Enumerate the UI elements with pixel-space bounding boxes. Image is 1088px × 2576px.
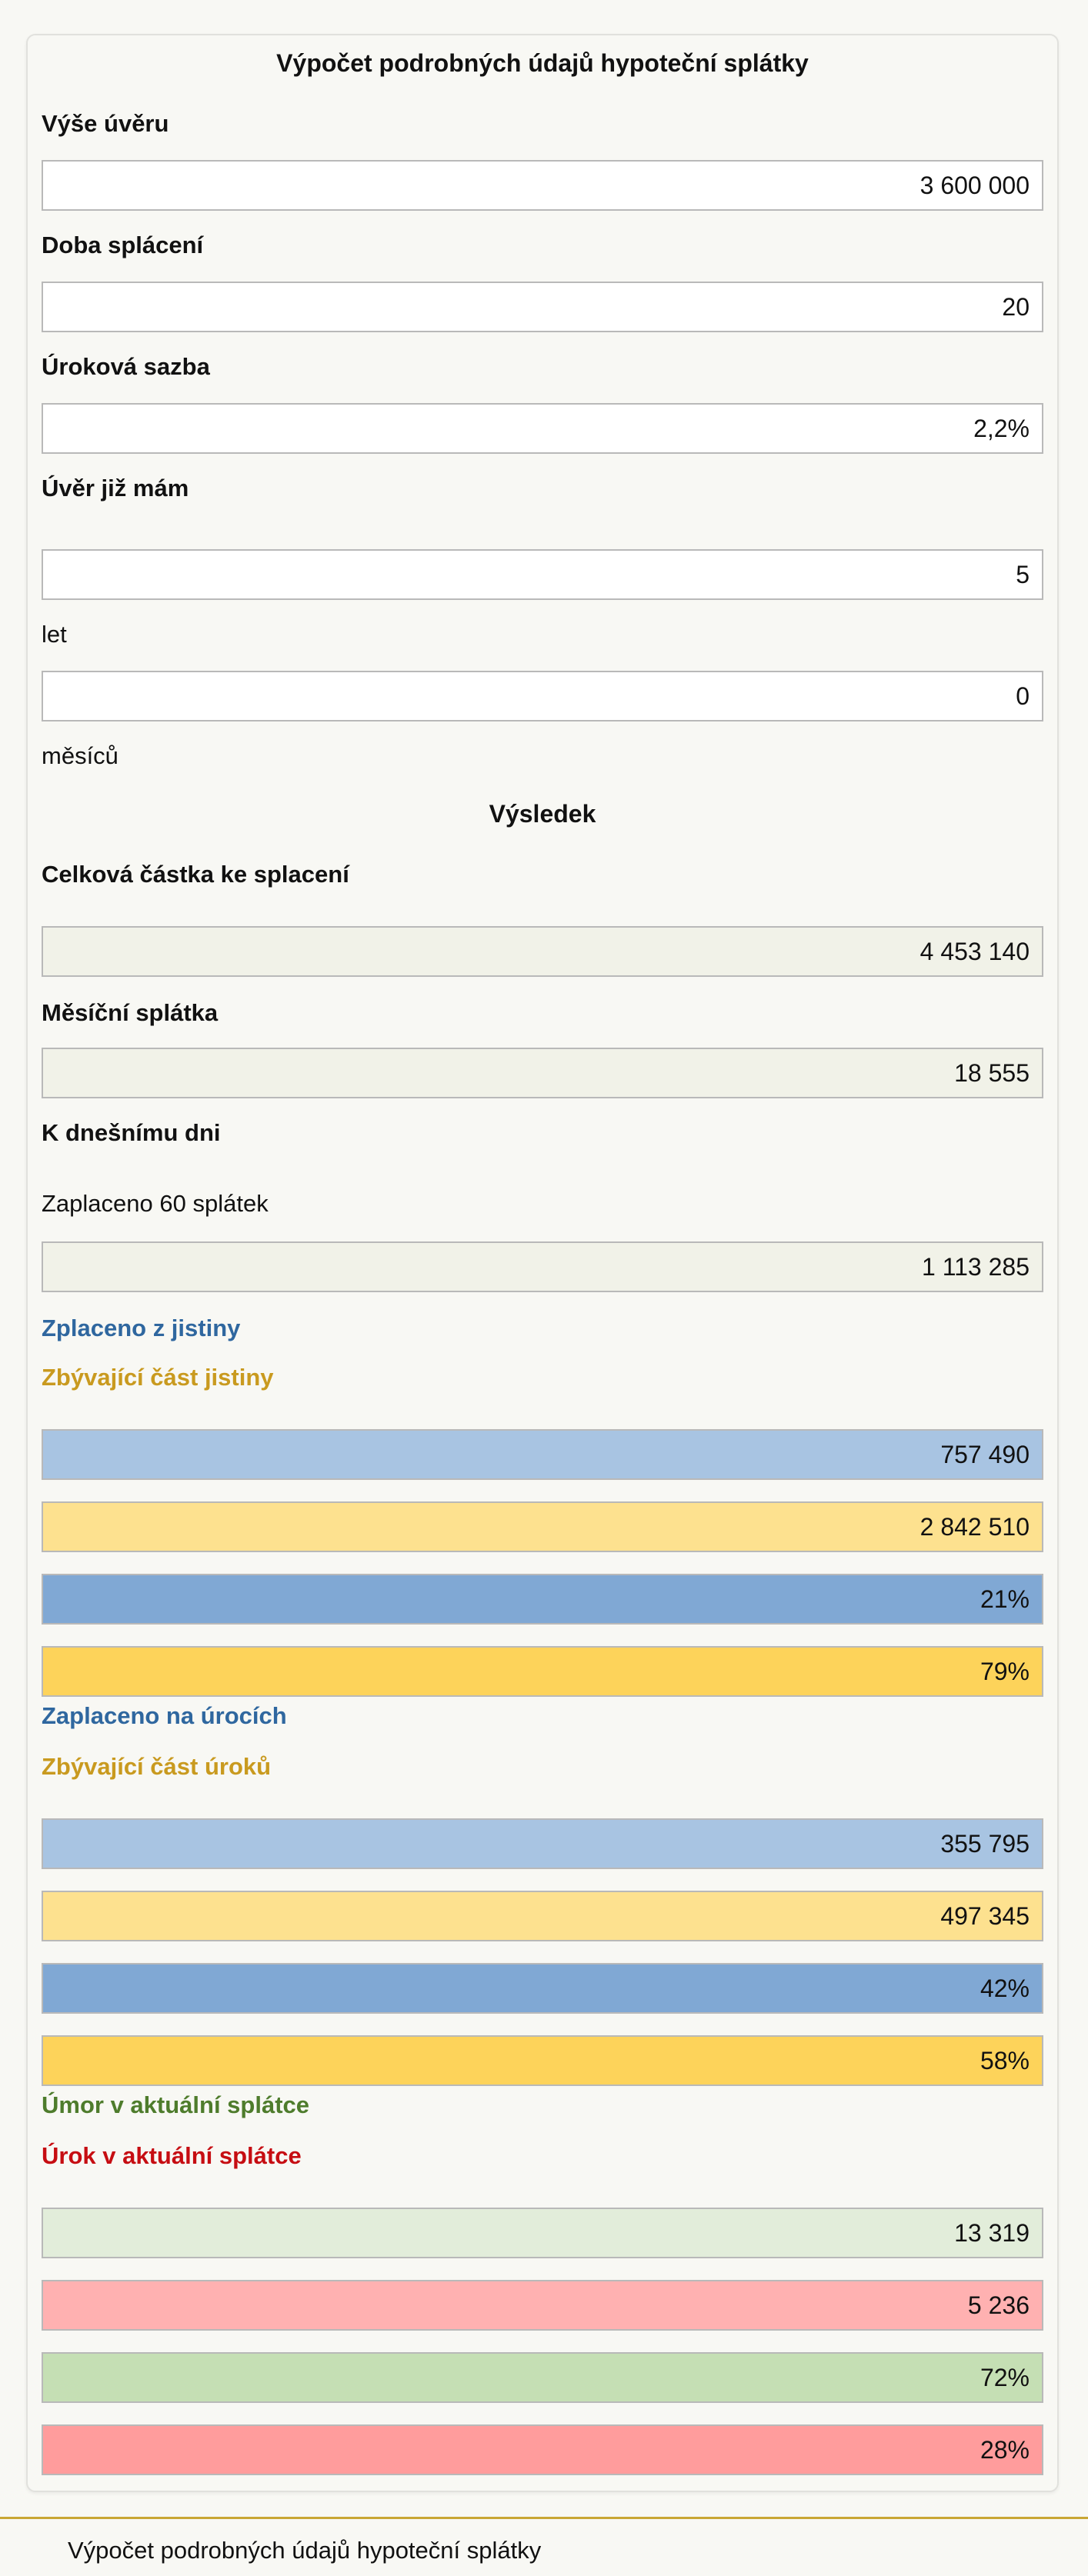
- interest-remaining-label: Zbývající část úroků: [42, 1753, 272, 1780]
- current-amortization-value: 13 319: [42, 2208, 1043, 2258]
- term-label: Doba splácení: [42, 232, 204, 258]
- current-interest-value: 5 236: [42, 2280, 1043, 2331]
- total-label: Celková částka ke splacení: [42, 861, 349, 888]
- term-input[interactable]: [42, 282, 1043, 332]
- result-heading: Výsledek: [489, 800, 596, 828]
- interest-remaining-percent: 58%: [42, 2035, 1043, 2086]
- principal-remaining-label: Zbývající část jistiny: [42, 1364, 274, 1391]
- months-input[interactable]: [42, 671, 1043, 721]
- current-interest-percent: 28%: [42, 2424, 1043, 2475]
- principal-paid-percent: 21%: [42, 1574, 1043, 1625]
- principal-paid-label: Zplaceno z jistiny: [42, 1315, 241, 1341]
- paid-count-text: Zaplaceno 60 splátek: [42, 1190, 269, 1217]
- principal-remaining-percent: 79%: [42, 1646, 1043, 1697]
- loan-amount-input[interactable]: [42, 160, 1043, 211]
- principal-paid-value: 757 490: [42, 1429, 1043, 1480]
- monthly-label: Měsíční splátka: [42, 999, 219, 1026]
- loan-amount-label: Výše úvěru: [42, 110, 169, 137]
- calculator-title: Výpočet podrobných údajů hypoteční splátky: [276, 49, 809, 77]
- years-unit-label: let: [42, 621, 67, 648]
- months-unit-label: měsíců: [42, 742, 118, 769]
- principal-remaining-value: 2 842 510: [42, 1501, 1043, 1552]
- interest-paid-label: Zaplaceno na úrocích: [42, 1702, 287, 1729]
- rate-label: Úroková sazba: [42, 353, 210, 380]
- monthly-output: 18 555: [42, 1048, 1043, 1098]
- total-output: 4 453 140: [42, 926, 1043, 977]
- interest-remaining-value: 497 345: [42, 1891, 1043, 1941]
- footer-text: Výpočet podrobných údajů hypoteční splátky: [68, 2537, 542, 2564]
- paid-output: 1 113 285: [42, 1241, 1043, 1292]
- rate-input[interactable]: [42, 403, 1043, 454]
- years-input[interactable]: [42, 549, 1043, 600]
- interest-paid-value: 355 795: [42, 1818, 1043, 1869]
- interest-paid-percent: 42%: [42, 1963, 1043, 2014]
- already-have-loan-label: Úvěr již mám: [42, 475, 189, 502]
- current-amortization-label: Úmor v aktuální splátce: [42, 2091, 310, 2118]
- current-amortization-percent: 72%: [42, 2352, 1043, 2403]
- current-interest-label: Úrok v aktuální splátce: [42, 2142, 302, 2169]
- footer: [0, 2517, 1088, 2576]
- to-date-label: K dnešnímu dni: [42, 1119, 221, 1146]
- calculator-card: [26, 34, 1059, 2492]
